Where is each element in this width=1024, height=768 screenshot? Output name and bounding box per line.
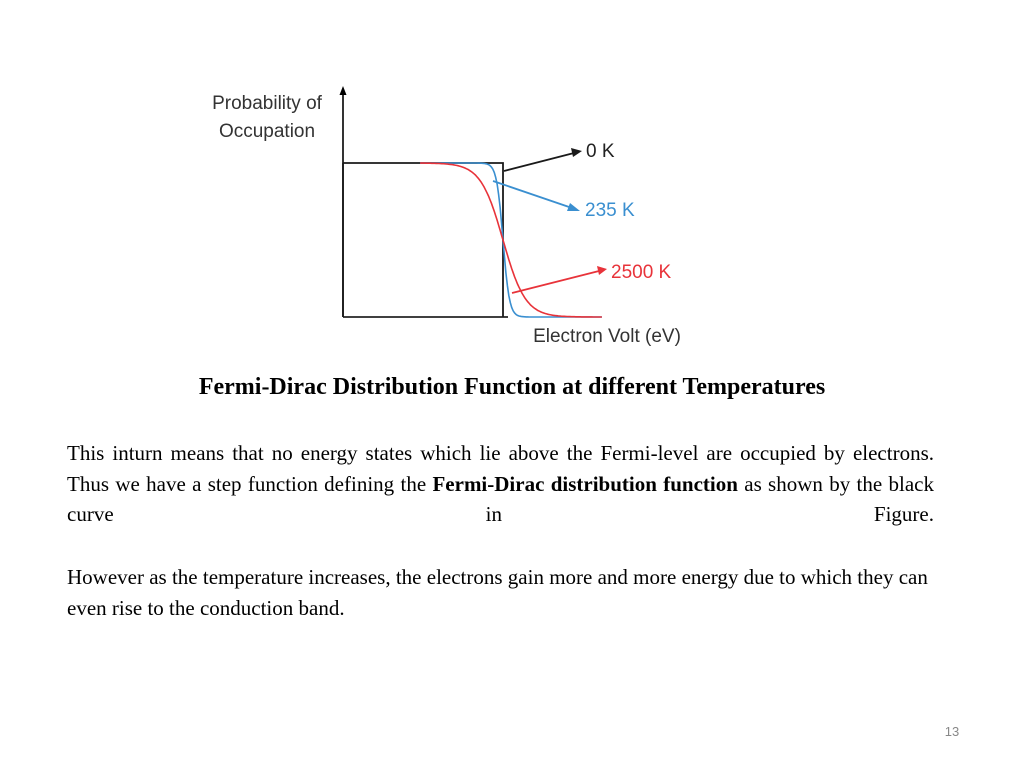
fermi-dirac-figure xyxy=(0,0,1024,360)
paragraph-1-bold-term: Fermi-Dirac distribution function xyxy=(432,471,738,496)
paragraph-2: However as the temperature increases, the electrons gain more and more energy due to which they can even rise to the conduction band. xyxy=(67,565,928,620)
arrow-0k-line xyxy=(504,153,574,171)
arrow-235k-line xyxy=(493,181,572,208)
figure-caption: Fermi-Dirac Distribution Function at different Temperatures xyxy=(198,374,826,400)
curve-group xyxy=(343,163,602,317)
label-235k: 235 K xyxy=(585,200,635,221)
arrow-235k-head xyxy=(567,203,580,211)
y-axis-label-line-1: Probability of xyxy=(212,93,322,114)
paragraph-1-text-after: as shown by the black curve in Figure. xyxy=(67,471,934,526)
y-axis-label-line-2: Occupation xyxy=(218,121,316,142)
fermi-dirac-chart xyxy=(0,0,1024,360)
paragraph-1-text-before: This inturn means that no energy states which lie above the Fermi-level are occupied by electrons. Thus we have a step function defining the xyxy=(67,441,934,496)
curve-2500k xyxy=(420,163,602,317)
y-axis-arrowhead xyxy=(340,86,347,95)
paragraph-1 xyxy=(67,438,934,530)
arrow-2500k-head xyxy=(597,266,607,275)
x-axis-label: Electron Volt (eV) xyxy=(533,326,681,347)
curve-0k xyxy=(343,163,503,317)
page-number: 13 xyxy=(944,724,960,739)
arrow-0k-head xyxy=(571,148,582,157)
arrow-2500k-line xyxy=(512,271,599,293)
label-2500k: 2500 K xyxy=(611,262,672,283)
label-0k: 0 K xyxy=(586,141,615,162)
annotation-group xyxy=(493,141,672,293)
curve-235k xyxy=(420,163,602,317)
